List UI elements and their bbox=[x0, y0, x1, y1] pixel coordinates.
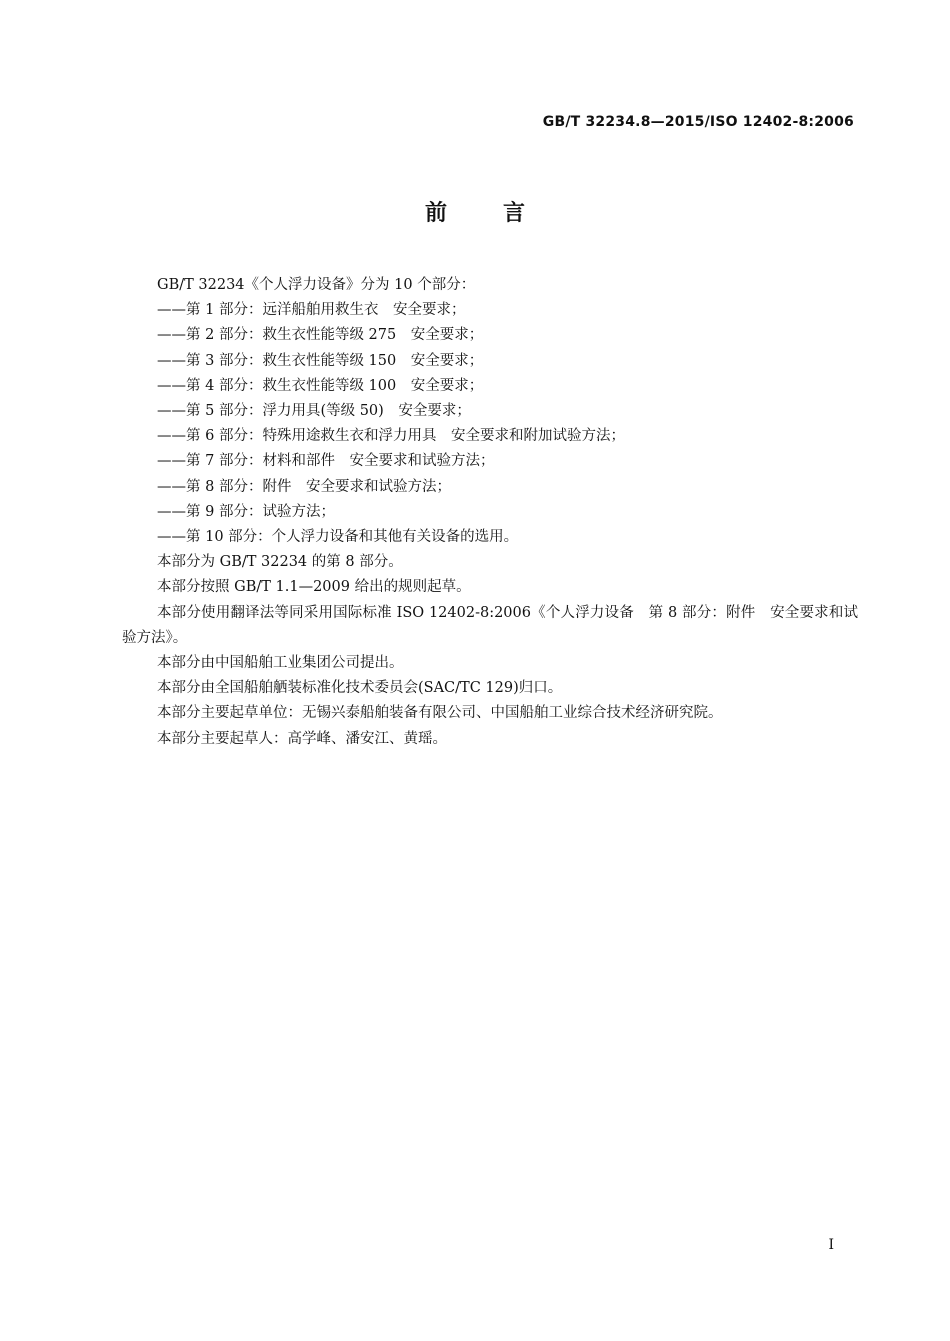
standard-code: GB/T 32234.8—2015/ISO 12402-8:2006 bbox=[542, 114, 854, 130]
list-item: ——第 3 部分：救生衣性能等级 150 安全要求； bbox=[157, 352, 484, 369]
list-item: ——第 7 部分：材料和部件 安全要求和试验方法； bbox=[157, 453, 495, 470]
paragraph-proposer: 本部分由中国船舶工业集团公司提出。 bbox=[157, 655, 404, 672]
parts-list bbox=[122, 298, 858, 550]
list-item: ——第 10 部分：个人浮力设备和其他有关设备的选用。 bbox=[157, 529, 519, 546]
list-item: ——第 8 部分：附件 安全要求和试验方法； bbox=[157, 478, 451, 495]
paragraph-drafting-units: 本部分主要起草单位：无锡兴泰船舶装备有限公司、中国船舶工业综合技术经济研究院。 bbox=[157, 705, 723, 722]
page-title: 前言 bbox=[424, 201, 581, 226]
foreword-body bbox=[122, 273, 858, 752]
list-item: ——第 6 部分：特殊用途救生衣和浮力用具 安全要求和附加试验方法； bbox=[157, 428, 625, 445]
list-item: ——第 1 部分：远洋船舶用救生衣 安全要求； bbox=[157, 302, 466, 319]
paragraph-part-number: 本部分为 GB/T 32234 的第 8 部分。 bbox=[157, 554, 403, 571]
paragraph-drafters: 本部分主要起草人：高学峰、潘安江、黄瑶。 bbox=[157, 730, 447, 747]
paragraph-committee: 本部分由全国船舶舾装标准化技术委员会(SAC/TC 129)归口。 bbox=[157, 680, 563, 697]
list-item: ——第 2 部分：救生衣性能等级 275 安全要求； bbox=[157, 327, 484, 344]
list-item: ——第 5 部分：浮力用具(等级 50) 安全要求； bbox=[157, 403, 471, 420]
page-number: I bbox=[828, 1237, 834, 1253]
list-item: ——第 4 部分：救生衣性能等级 100 安全要求； bbox=[157, 377, 484, 394]
paragraph-adoption: 本部分使用翻译法等同采用国际标准 ISO 12402-8:2006《个人浮力设备 第 8 部分：附件 安全要求和试验方法》。 bbox=[122, 604, 858, 646]
paragraph-drafting-rules: 本部分按照 GB/T 1.1—2009 给出的规则起草。 bbox=[157, 579, 471, 596]
list-item: ——第 9 部分：试验方法； bbox=[157, 503, 335, 520]
intro-paragraph: GB/T 32234《个人浮力设备》分为 10 个部分： bbox=[157, 277, 476, 293]
